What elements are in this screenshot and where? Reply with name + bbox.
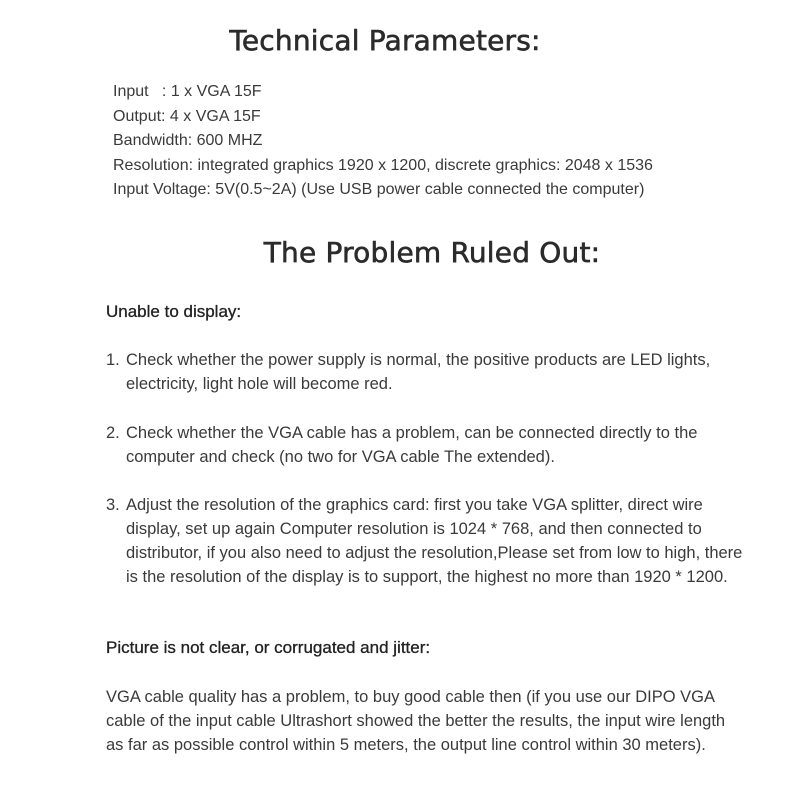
picture-not-clear-text: VGA cable quality has a problem, to buy good cable then (if you use our DIPO VGA cable of the input cable Ultrashort showed the better the results, the input wire length as far as possible control within 5 meters, the output line control within 30 meters). [106,688,726,754]
item-text: Adjust the resolution of the graphics card: first you take VGA splitter, direct wire display, set up again Computer resolution is 1024 * 768, and then connected to distributor, if you also need to adjust the resolution,Please set from low to high, there is the resolution of the display is to support, the highest no more than 1920 * 1200. [126,496,743,586]
troubleshoot-item-2 [106,421,746,469]
item-text: Check whether the VGA cable has a problem, can be connected directly to the computer and check (no two for VGA cable The extended). [126,424,698,466]
troubleshoot-item-3 [106,493,746,589]
param-bandwidth: Bandwidth: 600 MHZ [113,132,263,149]
param-input-voltage: Input Voltage: 5V(0.5~2A) (Use USB power cable connected the computer) [113,181,645,198]
item-number: 1. [106,351,120,369]
problem-ruled-out-title: The Problem Ruled Out: [263,236,601,269]
technical-parameters-title: Technical Parameters: [229,24,541,57]
technical-parameters-list [113,80,653,203]
troubleshoot-item-1 [106,348,746,396]
param-input: Input : 1 x VGA 15F [113,83,262,100]
item-number: 3. [106,496,120,514]
item-number: 2. [106,424,120,442]
picture-not-clear-heading: Picture is not clear, or corrugated and jitter: [106,638,431,657]
unable-to-display-heading: Unable to display: [106,302,242,321]
item-text: Check whether the power supply is normal, the positive products are LED lights, electricity, light hole will become red. [126,351,711,393]
param-resolution: Resolution: integrated graphics 1920 x 1200, discrete graphics: 2048 x 1536 [113,156,653,174]
param-output: Output: 4 x VGA 15F [113,107,261,125]
